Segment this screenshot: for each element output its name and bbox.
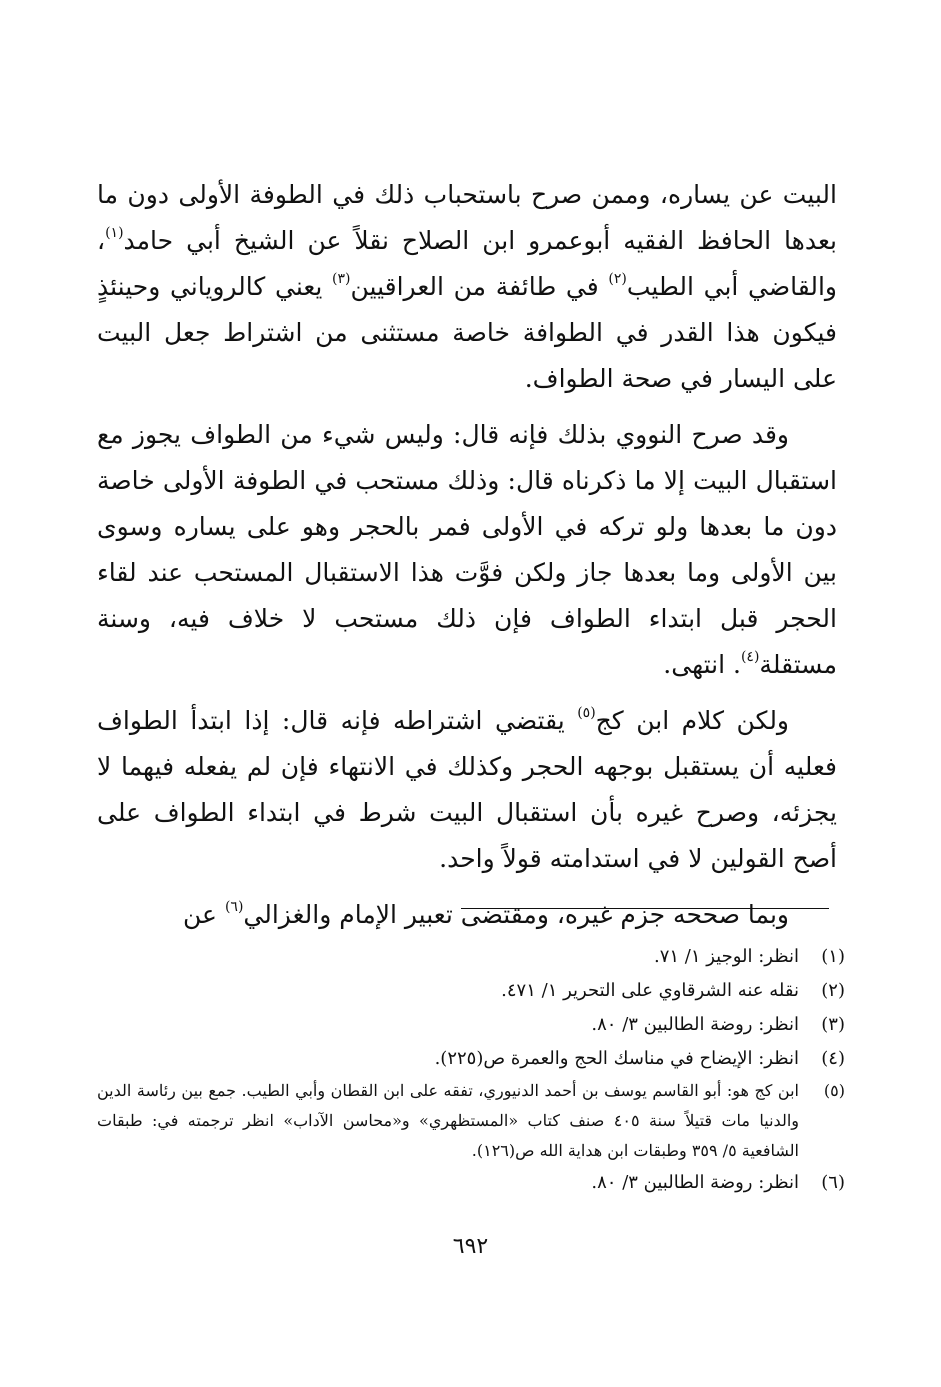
footnote-item xyxy=(97,1166,845,1200)
footnote-number: (٣) xyxy=(821,1014,845,1035)
footnote-text: انظر: روضة الطالبين ٣/ ٨٠. xyxy=(591,1014,799,1035)
footnote-ref-2: (٢) xyxy=(608,271,627,287)
paragraph-1: البيت عن يساره، وممن صرح باستحباب ذلك في الطوفة الأولى دون ما بعدها الحافظ الفقيه أبوعمرو ابن الصلاح نقلاً عن الشيخ أبي حامد$^{(١)}$، والقاضي أبي الطيب$^{(٢)}$ في طائفة من العراقيين$^{(٣)}$ يعني كالروياني وحينئذٍ فيكون هذا القدر في الطوافة خاصة مستثنى من اشتراط جعل البيت على اليسار في صحة الطواف. xyxy=(97,180,838,393)
page-number: ٦٩٢ xyxy=(452,1234,489,1259)
footnote-text: ابن كج هو: أبو القاسم يوسف بن أحمد الدنيوري، تفقه على ابن القطان وأبي الطيب. جمع بين رئاسة الدين والدنيا مات قتيلاً سنة ٤٠٥ صنف كتاب «المستظهري» و«محاسن الآداب» انظر ترجمته في: طبقات الشافعية ٥/ ٣٥٩ وطبقات ابن هداية الله ص(١٢٦). xyxy=(97,1081,800,1160)
footnote-ref-6: (٦) xyxy=(224,899,244,915)
footnote-number: (٤) xyxy=(821,1048,845,1069)
footnote-item xyxy=(97,1076,845,1166)
footnote-item xyxy=(97,940,845,974)
footnote-text: انظر: روضة الطالبين ٣/ ٨٠. xyxy=(591,1172,799,1193)
footnote-divider xyxy=(461,908,829,909)
footnote-text: نقله عنه الشرقاوي على التحرير ١/ ٤٧١. xyxy=(501,980,799,1001)
footnote-number: (٥) xyxy=(823,1081,845,1100)
footnote-ref-4: (٤) xyxy=(740,649,760,665)
footnote-ref-3: (٣) xyxy=(332,271,351,287)
footnote-text: انظر: الوجيز ١/ ٧١. xyxy=(653,946,799,967)
paragraph-2: وقد صرح النووي بذلك فإنه قال: وليس شيء من الطواف يجوز مع استقبال البيت إلا ما ذكرناه قال: وذلك مستحب في الطوفة الأولى خاصة دون ما بعدها ولو تركه في الأولى فمر بالحجر وهو على يساره وسوى بين الأولى وما بعدها جاز ولكن فوَّت هذا الاستقبال المستحب عند لقاء الحجر قبل ابتداء الطواف فإن ذلك مستحب لا خلاف فيه، وسنة مستقلة$^{(٤)}$. انتهى. xyxy=(97,420,837,679)
paragraph-4: وبما صححه جزم غيره، ومقتضى تعبير الإمام والغزالي$^{(٦)}$ عن xyxy=(183,899,789,929)
footnote-number: (٦) xyxy=(821,1172,845,1193)
footnotes xyxy=(97,940,845,1200)
footnote-text: انظر: الإيضاح في مناسك الحج والعمرة ص(٢٢٥). xyxy=(434,1048,799,1069)
footnote-ref-1: (١) xyxy=(105,225,124,241)
footnote-ref-5: (٥) xyxy=(577,705,596,721)
footnote-number: (٢) xyxy=(821,980,845,1001)
footnote-item xyxy=(97,974,845,1008)
footnote-item xyxy=(97,1042,845,1076)
main-text xyxy=(97,172,837,938)
paragraph-3: ولكن كلام ابن كج$^{(٥)}$ يقتضي اشتراطه فإنه قال: إذا ابتدأ الطواف فعليه أن يستقبل بوجهه الحجر وكذلك في الانتهاء فإن لم يفعله فيهما لا يجزئه، وصرح غيره بأن استقبال البيت شرط في ابتداء الطواف على أصح القولين لا في استدامته قولاً واحد. xyxy=(97,705,837,873)
footnote-number: (١) xyxy=(821,946,845,967)
footnote-item xyxy=(97,1008,845,1042)
